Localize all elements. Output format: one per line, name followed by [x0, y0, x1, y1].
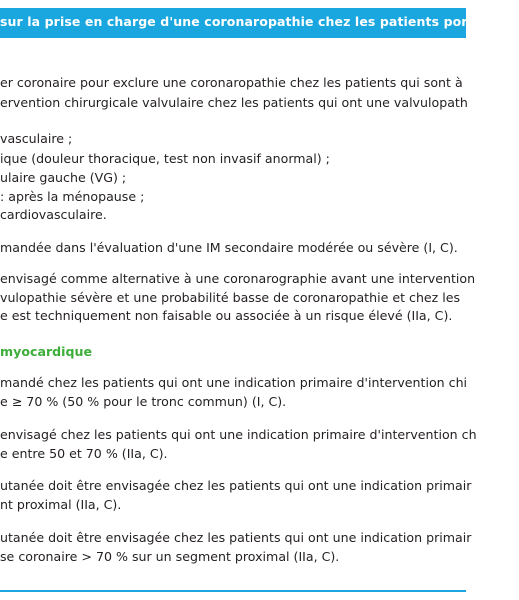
text-line: nt proximal (IIa, C).	[0, 497, 122, 512]
text-line: se coronaire > 70 % sur un segment proximal (IIa, C).	[0, 549, 340, 564]
text-line: ervention chirurgicale valvulaire chez les patients qui ont une valvulopath	[0, 95, 468, 110]
list-item: ique (douleur thoracique, test non invasif anormal) ;	[0, 151, 330, 166]
text-line: utanée doit être envisagée chez les patients qui ont une indication primair	[0, 530, 472, 545]
list-item: vasculaire ;	[0, 131, 73, 146]
list-item: cardiovasculaire.	[0, 207, 107, 222]
text-line: er coronaire pour exclure une coronaropathie chez les patients qui sont à	[0, 75, 463, 90]
list-item: ulaire gauche (VG) ;	[0, 170, 127, 185]
text-line: utanée doit être envisagée chez les patients qui ont une indication primair	[0, 478, 472, 493]
text-line: e est techniquement non faisable ou associée à un risque élevé (IIa, C).	[0, 308, 453, 323]
text-line: e ≥ 70 % (50 % pour le tronc commun) (I, C).	[0, 394, 287, 409]
bottom-divider	[0, 590, 466, 592]
section-subheading: myocardique	[0, 344, 93, 359]
list-item: : après la ménopause ;	[0, 189, 145, 204]
text-line: vulopathie sévère et une probabilité basse de coronaropathie et chez les	[0, 290, 461, 305]
text-line: envisagé chez les patients qui ont une indication primaire d'intervention ch	[0, 427, 477, 442]
section-header-bar	[0, 8, 519, 38]
text-line: mandé chez les patients qui ont une indication primaire d'intervention chi	[0, 375, 468, 390]
text-line: e entre 50 et 70 % (IIa, C).	[0, 446, 168, 461]
text-line: envisagé comme alternative à une coronarographie avant une intervention	[0, 271, 476, 286]
section-header-title: sur la prise en charge d'une coronaropathie chez les patients porteurs d	[0, 14, 519, 29]
text-line: mandée dans l'évaluation d'une IM secondaire modérée ou sévère (I, C).	[0, 240, 458, 255]
